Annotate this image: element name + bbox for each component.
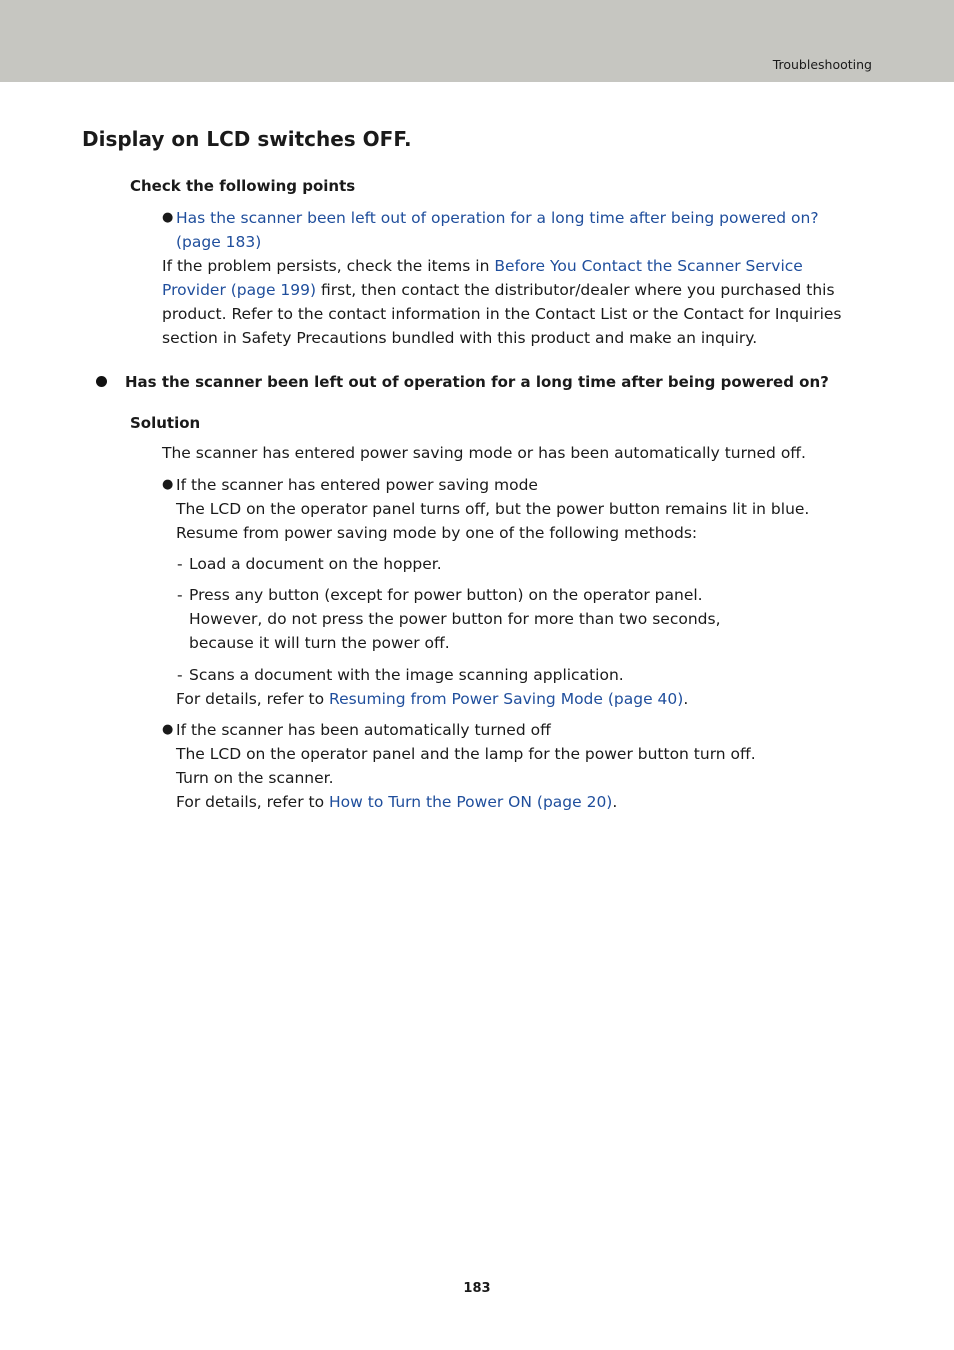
case2-details	[176, 790, 617, 814]
details-suffix: .	[612, 793, 618, 811]
details-suffix: .	[683, 690, 689, 708]
method-item-note: However, do not press the power button for more than two seconds,	[189, 610, 721, 628]
case2-title: If the scanner has been automatically turned off	[176, 721, 551, 739]
solution-intro: The scanner has entered power saving mode or has been automatically turned off.	[162, 444, 806, 462]
details-prefix: For details, refer to	[176, 690, 329, 708]
method-item: Press any button (except for power button) on the operator panel.	[189, 586, 703, 604]
dash-icon: -	[177, 586, 183, 604]
page-header	[0, 0, 954, 82]
solution-label: Solution	[130, 414, 201, 432]
case1-title: If the scanner has entered power saving mode	[176, 476, 538, 494]
details-prefix: For details, refer to	[176, 793, 329, 811]
case1-line1: The LCD on the operator panel turns off, but the power button remains lit in blue.	[176, 500, 810, 518]
bullet-icon	[96, 376, 107, 387]
case2-line2: Turn on the scanner.	[176, 769, 334, 787]
small-bullet-icon: ●	[162, 210, 174, 225]
case1-details	[176, 687, 688, 711]
case2-line1: The LCD on the operator panel and the lamp for the power button turn off.	[176, 745, 756, 763]
page-title: Display on LCD switches OFF.	[82, 127, 412, 151]
dash-icon: -	[177, 666, 183, 684]
small-bullet-icon: ●	[162, 722, 174, 737]
service-provider-link[interactable]: Before You Contact the Scanner Service Provider (page 199)	[162, 257, 803, 299]
power-on-link[interactable]: How to Turn the Power ON (page 20)	[329, 793, 613, 811]
check-item-link[interactable]: Has the scanner been left out of operation for a long time after being powered on? (page 183)	[176, 209, 819, 251]
small-bullet-icon: ●	[162, 477, 174, 492]
case1-line2: Resume from power saving mode by one of the following methods:	[176, 524, 698, 542]
check-item	[176, 206, 866, 254]
power-saving-link[interactable]: Resuming from Power Saving Mode (page 40)	[329, 690, 684, 708]
method-item: Load a document on the hopper.	[189, 555, 442, 573]
method-item-note: because it will turn the power off.	[189, 634, 450, 652]
method-item: Scans a document with the image scanning application.	[189, 666, 624, 684]
page-number: 183	[463, 1281, 491, 1296]
dash-icon: -	[177, 555, 183, 573]
section-name: Troubleshooting	[772, 57, 872, 72]
persist-prefix: If the problem persists, check the items in	[162, 257, 495, 275]
persist-suffix: first, then contact the distributor/dealer where you purchased this product. Refer to the contact information in the Contact List or the Contact for Inquiries section in Safety Precautions bundled with this product and make an inquiry.	[162, 281, 842, 347]
question-heading: Has the scanner been left out of operation for a long time after being powered on?	[125, 373, 829, 391]
check-points-heading: Check the following points	[130, 177, 356, 195]
persist-paragraph	[162, 254, 862, 350]
